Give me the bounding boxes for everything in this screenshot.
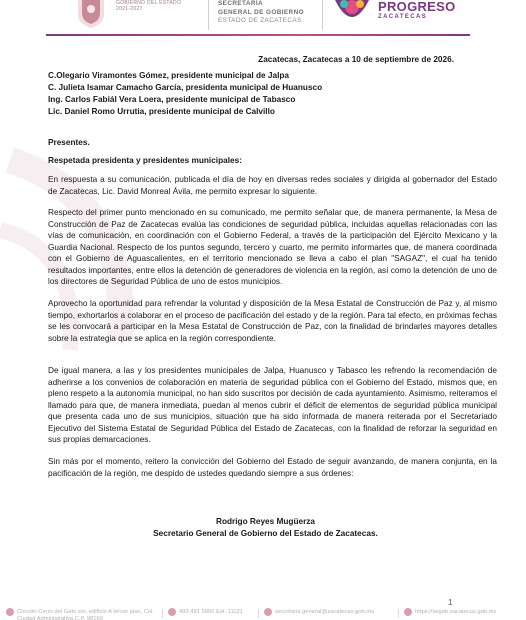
header-divider xyxy=(322,0,323,30)
paragraph-security-measures: Respecto del primer punto mencionado en su comunicado, me permito señalar que, de manera permanente, la Mesa de Construcción de Paz de Zacatecas evalúa las condiciones de seguridad pública, incluidas aquellas relacionadas con las vías de comunicación, en coordinación con el Gobierno Federal, a través de la participación del Ejército Mexicano y la Guardia Nacional. Respecto de los puntos segundo, tercero y cuarto, me permito informarles que, de manera coordinada con el Gobierno de Aguascalientes, en el territorio mencionado se lleva a cabo el plan "SAGAZ", el cual ha tenido resultados importantes, entre ellos la detención de generadores de violencia en la región, así como la detención de uno de los directores de Seguridad Pública de uno de estos municipios. xyxy=(48,208,497,286)
secretaria-general-label: SECRETARÍA GENERAL DE GOBIERNO ESTADO DE ZACATECAS xyxy=(218,0,304,24)
phone-icon xyxy=(168,608,176,616)
header-divider xyxy=(208,0,209,30)
footer-divider xyxy=(258,609,259,618)
paragraph-closing: Sin más por el momento, reitero la convicción del Gobierno del Estado de seguir avanzando, de manera conjunta, en la pacificación de la región, me despido de ustedes quedando siempre a sus órdenes: xyxy=(48,457,497,478)
footer-address: Circuito Cerro del Gato s/n, edificio A tercer piso, Col. Ciudad Administrativa C.P. 98160 xyxy=(6,609,167,620)
page-number: 1 xyxy=(448,598,453,607)
letter-date: Zacatecas, Zacatecas a 10 de septiembre de 2026. xyxy=(258,55,454,64)
recipient-line: Lic. Daniel Romo Urrutia, presidente municipal de Calvillo xyxy=(48,107,275,116)
paragraph-response: En respuesta a su comunicación, publicada el día de hoy en diversas redes sociales y dirigida al gobernador del Estado de Zacatecas, Lic. David Monreal Ávila, me permito expresar lo siguiente. xyxy=(48,175,497,196)
salutation: Respetada presidenta y presidentes municipales: xyxy=(48,156,242,165)
recipient-line: C. Julieta Isamar Camacho García, presidenta municipal de Huanusco xyxy=(48,83,323,92)
recipients-block xyxy=(48,70,322,118)
letterhead xyxy=(0,0,526,34)
footer-phone: 492 491 5000 Ext. 11121 xyxy=(168,609,243,616)
state-government-emblem-icon xyxy=(76,0,106,28)
recipient-line: Ing. Carlos Fabiál Vera Loera, presidente municipal de Tabasco xyxy=(48,95,296,104)
letter-footer xyxy=(0,606,526,620)
footer-website[interactable]: https://segob.zacatecas.gob.mx xyxy=(404,609,497,616)
paragraph-collaboration: De igual manera, a las y los presidentes municipales de Jalpa, Huanusco y Tabasco les refrendo la recomendación de adherirse a los convenios de colaboración en materia de seguridad pública con el Gobierno del Estado, mismos que, en pleno respeto a la autonomía municipal, no han sido suscritos por decisión de cada ayuntamiento. Asimismo, reiteramos el llamado para que, de manera inmediata, puedan al menos cubrir el déficit de elementos de seguridad pública municipal que presenta cada uno de sus municipios, situación que ha sido informada de manera reiterada por el Secretariado Ejecutivo del Sistema Estatal de Seguridad Pública del Estado de Zacatecas, con la finalidad de reforzar la seguridad en sus propias demarcaciones. xyxy=(48,366,497,444)
footer-email[interactable]: secretaria.general@zacatecas.gob.mx xyxy=(264,609,374,616)
header-rule xyxy=(46,34,470,36)
footer-divider xyxy=(398,609,399,618)
signer-name: Rodrigo Reyes Mugüerza xyxy=(215,517,316,526)
globe-icon xyxy=(404,608,412,616)
footer-divider xyxy=(162,609,163,618)
progreso-zacatecas-wordmark: PROGRESO ZACATECAS xyxy=(378,0,456,20)
paragraph-peace-table: Aprovecho la oportunidad para refrendar la voluntad y disposición de la Mesa Estatal de Construcción de Paz y, al mismo tiempo, exhortarlos a colaborar en el proceso de pacificación del estado y de la región. Para tal efecto, en próximas fechas se les convocará a participar en la Mesa Estatal de Construcción de Paz, con la finalidad de brindarles mayores detalles sobre la estrategia que se aplica en la región correspondiente. xyxy=(48,299,497,343)
state-government-logo-text: GOBIERNO DEL ESTADO 2021-2027 xyxy=(116,0,182,12)
progreso-zacatecas-logo-icon xyxy=(331,0,373,30)
location-pin-icon xyxy=(6,608,14,616)
signer-title: Secretario General de Gobierno del Estado de Zacatecas. xyxy=(153,529,378,538)
recipient-line: C.Olegario Viramontes Gómez, presidente municipal de Jalpa xyxy=(48,71,290,80)
presentes-line: Presentes. xyxy=(48,138,90,147)
email-icon xyxy=(264,608,272,616)
